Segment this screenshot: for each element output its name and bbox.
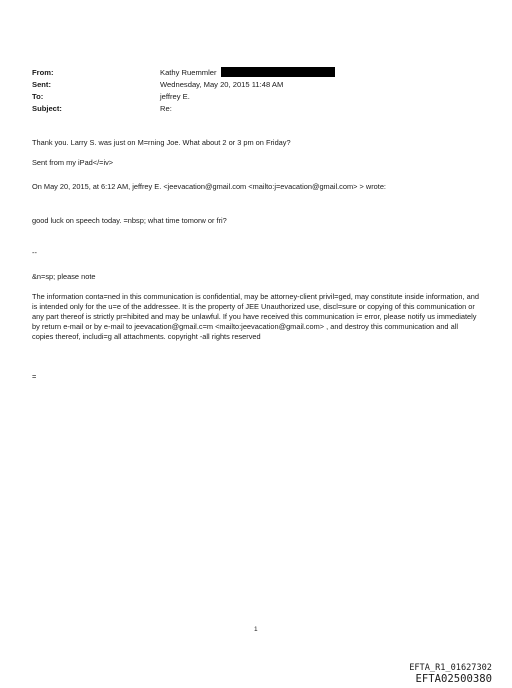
trailing-equals: =	[32, 372, 37, 381]
separator-dashes: --	[32, 248, 37, 257]
reply-text: Thank you. Larry S. was just on M=rning Joe. What about 2 or 3 pm on Friday?	[32, 138, 291, 147]
quote-attribution: On May 20, 2015, at 6:12 AM, jeffrey E. <jeevacation@gmail.com <mailto:j=evacation@gmail.com> > wrote:	[32, 182, 386, 191]
to-value: jeffrey E.	[160, 92, 190, 101]
sent-row	[32, 79, 335, 91]
subject-row	[32, 103, 335, 115]
email-header	[32, 67, 335, 115]
subject-value: Re:	[160, 104, 172, 113]
from-value	[160, 67, 335, 79]
document-ids	[409, 663, 492, 685]
from-label: From:	[32, 68, 54, 77]
to-label: To:	[32, 92, 44, 101]
subject-label: Subject:	[32, 104, 62, 113]
doc-id-primary: EFTA_R1_01627302	[409, 663, 492, 673]
signature-line: Sent from my iPad</=iv>	[32, 158, 114, 167]
sent-value: Wednesday, May 20, 2015 11:48 AM	[160, 80, 284, 89]
quoted-message: good luck on speech today. =nbsp; what time tomorw or fri?	[32, 216, 227, 225]
from-row	[32, 67, 335, 79]
from-name: Kathy Ruemmler	[160, 68, 217, 77]
page-number: 1	[254, 626, 258, 633]
to-row	[32, 91, 335, 103]
confidentiality-disclaimer: The information conta=ned in this communication is confidential, may be attorney-client privil=ged, may constitute inside information, and is intended only for the u=e of the addressee. It is the property of JEE Unauthorized use, discl=sure or copying of this communication or any part thereof is strictly pr=hibited and may be unlawful. If you have received this communication i= error, please notify us immediately by return e-mail or by e-mail to jeevacation@gmail.c=m <mailto:jeevacation@gmail.com> , and destroy this communication and all copies thereof, includi=g all attachments. copyright -all rights reserved	[32, 292, 479, 341]
doc-id-secondary: EFTA02500380	[415, 673, 492, 685]
sent-label: Sent:	[32, 80, 51, 89]
redaction-bar	[221, 67, 335, 77]
please-note-line: &n=sp; please note	[32, 272, 96, 281]
